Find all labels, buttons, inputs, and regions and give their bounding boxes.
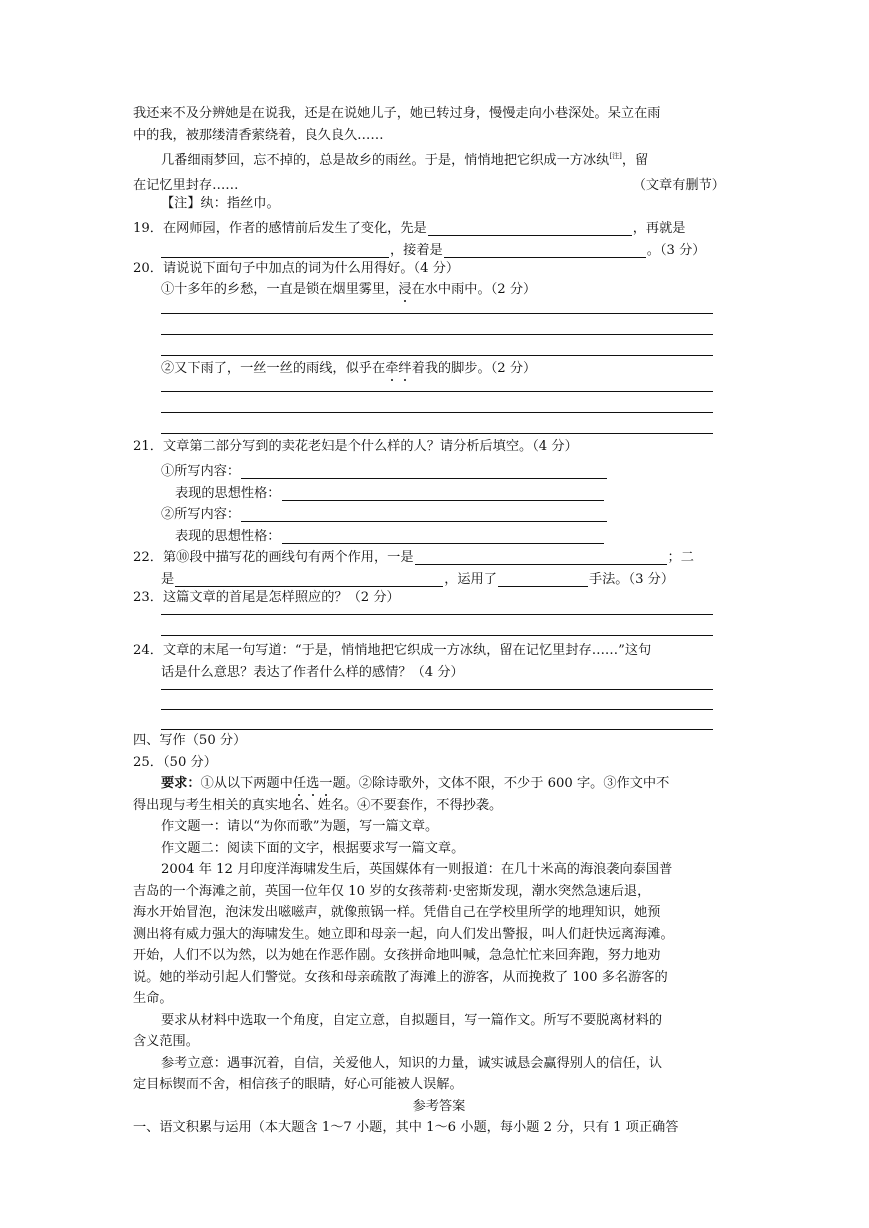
question-22-cont: 是 ，运用了 手法。（3 分） bbox=[161, 571, 675, 587]
footnote-marker: [注] bbox=[609, 152, 622, 160]
passage-line: 我还来不及分辨她是在说我，还是在说她儿子，她已转过身，慢慢走向小巷深处。呆立在雨 bbox=[133, 106, 661, 121]
answer-blank[interactable] bbox=[415, 549, 667, 565]
question-19-cont: ，接着是 。（3 分） bbox=[133, 236, 745, 258]
question-22: 22．第⑩段中描写花的画线句有两个作用，一是 ；二 bbox=[133, 550, 694, 565]
material-line: 吉岛的一个海滩之前，英国一位年仅 10 岁的女孩蒂莉·史密斯发现，潮水突然急速后退， bbox=[133, 883, 651, 899]
passage-line: 几番细雨梦回，忘不掉的，总是故乡的雨丝。于是，悄悄地把它织成一方冰纨[注]，留 bbox=[161, 152, 649, 168]
question-21-trait-2: 表现的思想性格： bbox=[133, 522, 745, 544]
material-line: 开始，人们不以为然，以为她在作恶作剧。女孩拼命地叫喊，急急忙忙来回奔跑，努力地劝 bbox=[133, 948, 661, 963]
section-heading: 四、写作（50 分） bbox=[133, 733, 247, 748]
answer-blank[interactable] bbox=[498, 571, 588, 587]
answer-blank[interactable] bbox=[282, 485, 604, 501]
requirement-line: 含义范围。 bbox=[133, 1034, 199, 1049]
dotted-word: 牵 bbox=[385, 360, 399, 376]
answer-blank[interactable] bbox=[175, 571, 443, 587]
topic-2: 作文题二：阅读下面的文字，根据要求写一篇文章。 bbox=[161, 840, 465, 856]
material-line: 2004 年 12 月印度洋海啸发生后，英国媒体有一则报道：在几十米高的海浪袭向泰国普 bbox=[161, 862, 673, 877]
passage-line: 在记忆里封存…… （文章有删节） bbox=[133, 172, 745, 194]
question-20-title: 20．请说说下面句子中加点的词为什么用得好。（4 分） bbox=[133, 260, 460, 276]
document-page bbox=[133, 103, 745, 1139]
question-21-content-1: ①所写内容： bbox=[133, 458, 745, 480]
answers-line: 一、语文积累与运用（本大题含 1～7 小题，其中 1～6 小题，每小题 2 分，只有 1 项正确答 bbox=[133, 1120, 679, 1135]
question-24-line: 24．文章的末尾一句写道：“于是，悄悄地把它织成一方冰纨，留在记忆里封存……”这句 bbox=[133, 643, 652, 658]
answer-blank[interactable] bbox=[444, 242, 646, 258]
dotted-word: 绊 bbox=[398, 360, 412, 376]
answer-blank[interactable] bbox=[161, 242, 389, 258]
answer-blank[interactable] bbox=[282, 528, 604, 544]
question-25: 25．（50 分） bbox=[133, 754, 217, 770]
topic-1: 作文题一：请以“为你而歌”为题，写一篇文章。 bbox=[161, 819, 439, 834]
requirement-line: 要求从材料中选取一个角度，自定立意，自拟题目，写一篇作文。所写不要脱离材料的 bbox=[161, 1012, 663, 1028]
question-24-line: 话是什么意思？表达了作者什么样的感情？（4 分） bbox=[161, 664, 464, 680]
material-line: 海水开始冒泡，泡沫发出嗞嗞声，就像煎锅一样。凭借自己在学校里所学的地理知识，她预 bbox=[133, 905, 661, 920]
question-20-sentence-1: ①十多年的乡愁，一直是锁在烟里雾里，浸在水中雨中。（2 分） bbox=[161, 282, 537, 297]
edit-note: （文章有删节） bbox=[632, 178, 725, 193]
dotted-word: 浸 bbox=[398, 282, 412, 297]
answer-blank[interactable] bbox=[241, 463, 607, 479]
answers-heading: 参考答案 bbox=[412, 1098, 466, 1114]
answer-blank[interactable] bbox=[428, 220, 632, 236]
writing-requirements-cont: 得出现与考生相关的真实地名、姓名。④不要套作，不得抄袭。 bbox=[133, 797, 503, 813]
passage-line: 中的我，被那缕清香萦绕着，良久良久…… bbox=[133, 127, 384, 143]
footnote: 【注】纨：指丝巾。 bbox=[161, 196, 280, 211]
reference-line: 参考立意：遇事沉着，自信，关爱他人，知识的力量，诚实诚恳会赢得别人的信任，认 bbox=[161, 1055, 663, 1071]
question-21-title: 21．文章第二部分写到的卖花老妇是个什么样的人？请分析后填空。（4 分） bbox=[133, 439, 578, 454]
question-19: 19．在网师园，作者的感情前后发生了变化，先是 ，再就是 bbox=[133, 221, 686, 236]
answer-blank[interactable] bbox=[241, 506, 607, 522]
question-21-content-2: ②所写内容： bbox=[133, 501, 745, 523]
question-23-title: 23．这篇文章的首尾是怎样照应的？（2 分） bbox=[133, 589, 400, 605]
material-line: 说。她的举动引起人们警觉。女孩和母亲疏散了海滩上的游客，从而挽救了 100 多名游客的 bbox=[133, 969, 668, 985]
reference-line: 定目标锲而不舍，相信孩子的眼睛，好心可能被人误解。 bbox=[133, 1077, 463, 1092]
question-20-sentence-2: ②又下雨了，一丝一丝的雨线，似乎在牵绊着我的脚步。（2 分） bbox=[161, 360, 537, 376]
material-line: 生命。 bbox=[133, 991, 173, 1006]
question-21-trait-1: 表现的思想性格： bbox=[133, 479, 745, 501]
material-line: 测出将有威力强大的海啸发生。她立即和母亲一起，向人们发出警报，叫人们赶快远离海滩。 bbox=[133, 926, 674, 942]
writing-requirements: 要求：①从以下两题中任选一题。②除诗歌外，文体不限，不少于 600 字。③作文中不 bbox=[161, 776, 670, 791]
